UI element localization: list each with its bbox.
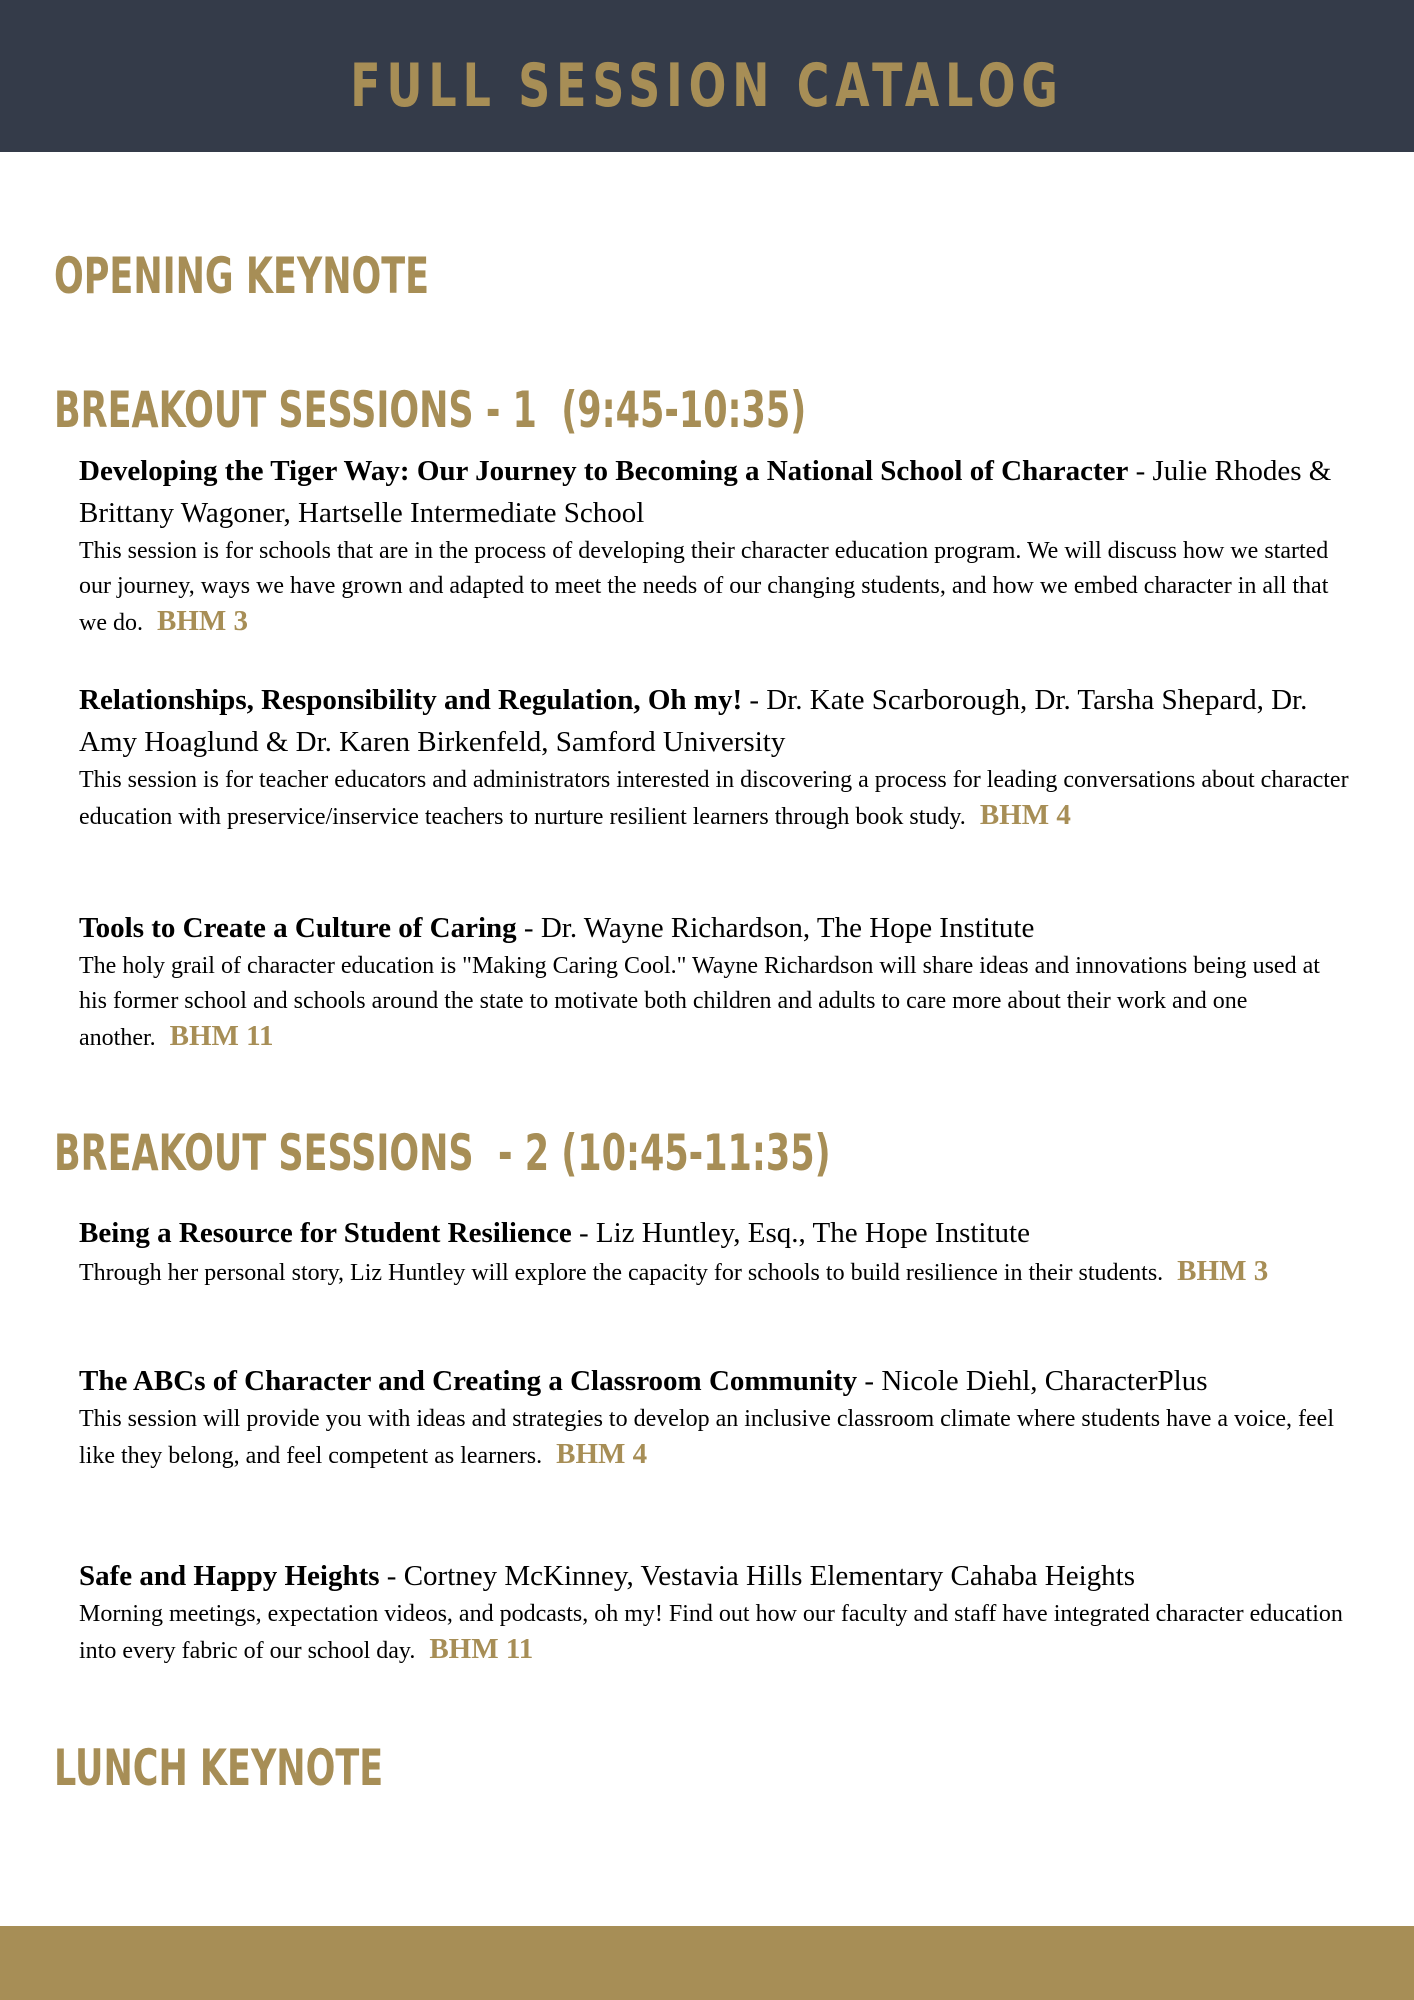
session-description: This session is for schools that are in the process of developing their character education program. We will discuss how we started our journey, ways we have grown and adapted to meet the needs of our changing students, and how we embed character in all that we do. (79, 538, 1329, 636)
room-label: BHM 11 (169, 1020, 274, 1052)
session-title: Tools to Create a Culture of Caring (79, 912, 517, 944)
session-title: The ABCs of Character and Creating a Classroom Community (79, 1365, 858, 1397)
section-heading-opening-keynote: OPENING KEYNOTE (54, 247, 430, 305)
session-description-block (79, 763, 1349, 835)
section-heading-breakout-2: BREAKOUT SESSIONS - 2 (10:45-11:35) (54, 1124, 831, 1182)
session-heading (79, 679, 1349, 763)
session-description: The holy grail of character education is "Making Caring Cool." Wayne Richardson will share ideas and innovations being used at his former school and schools around the state to motivate both children and adults to care more about their work and one another. (79, 953, 1320, 1051)
session-title: Relationships, Responsibility and Regulation, Oh my! (79, 684, 743, 716)
session-presenters: - Liz Huntley, Esq., The Hope Institute (571, 1217, 1030, 1249)
session-item (79, 1555, 1349, 1669)
session-heading (79, 1360, 1349, 1402)
session-heading (79, 1212, 1349, 1254)
session-item (79, 679, 1349, 835)
session-presenters: - Dr. Wayne Richardson, The Hope Institute (516, 912, 1035, 944)
footer-band (0, 1926, 1414, 2000)
room-label: BHM 4 (979, 799, 1071, 831)
section-heading-lunch-keynote: LUNCH KEYNOTE (54, 1739, 384, 1797)
session-description-block (79, 534, 1349, 641)
session-title: Developing the Tiger Way: Our Journey to Becoming a National School of Character (79, 455, 1129, 487)
page-title: FULL SESSION CATALOG (350, 51, 1064, 121)
section-heading-breakout-1: BREAKOUT SESSIONS - 1 (9:45-10:35) (54, 381, 807, 439)
session-title: Safe and Happy Heights (79, 1560, 380, 1592)
session-heading (79, 1555, 1349, 1597)
session-item (79, 1360, 1349, 1474)
session-presenters: - Dr. Kate Scarborough, Dr. Tarsha Shepard, Dr. Amy Hoaglund & Dr. Karen Birkenfeld, Samford University (79, 684, 1308, 758)
session-presenters: - Nicole Diehl, CharacterPlus (857, 1365, 1208, 1397)
session-description: This session is for teacher educators and administrators interested in discovering a process for leading conversations about character education with preservice/inservice teachers to nurture resilient learners through book study. (79, 767, 1349, 830)
room-label: BHM 3 (1177, 1255, 1269, 1287)
session-description-block (79, 949, 1349, 1056)
session-description-block (79, 1597, 1349, 1669)
session-description: Through her personal story, Liz Huntley will explore the capacity for schools to build resilience in their students. (79, 1260, 1164, 1286)
header-band (0, 0, 1414, 152)
session-heading (79, 450, 1349, 534)
session-item (79, 907, 1349, 1056)
session-heading (79, 907, 1349, 949)
room-label: BHM 11 (429, 1633, 534, 1665)
room-label: BHM 4 (556, 1438, 648, 1470)
room-label: BHM 3 (156, 605, 249, 637)
session-description: Morning meetings, expectation videos, and podcasts, oh my! Find out how our faculty and staff have integrated character education into every fabric of our school day. (79, 1601, 1343, 1664)
session-description: This session will provide you with ideas and strategies to develop an inclusive classroom climate where students have a voice, feel like they belong, and feel competent as learners. (79, 1406, 1334, 1469)
session-description-block (79, 1402, 1349, 1474)
session-presenters: - Cortney McKinney, Vestavia Hills Elementary Cahaba Heights (379, 1560, 1135, 1592)
session-item (79, 1212, 1349, 1291)
session-item (79, 450, 1349, 641)
session-title: Being a Resource for Student Resilience (79, 1217, 572, 1249)
session-presenters: - Julie Rhodes & Brittany Wagoner, Hartselle Intermediate School (79, 455, 1332, 529)
session-description-block (79, 1254, 1349, 1291)
